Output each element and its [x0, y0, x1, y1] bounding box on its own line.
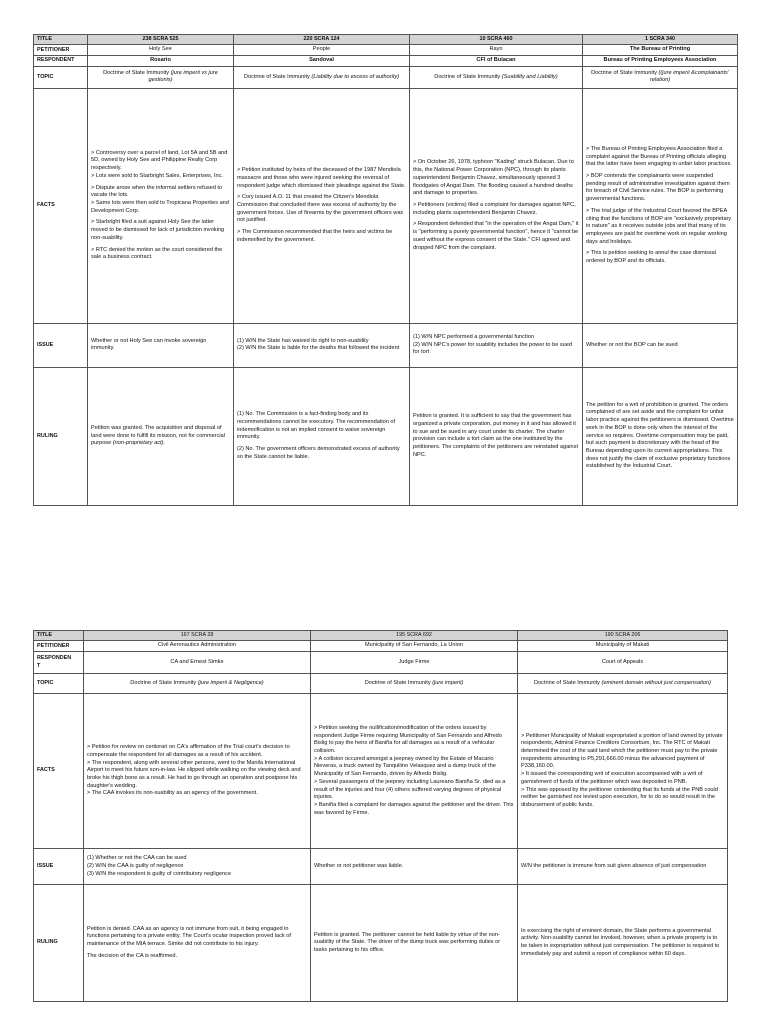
- topic-text: Doctrine of State Immunity: [243, 73, 312, 80]
- case-3-title: 10 SCRA 460: [410, 35, 583, 45]
- case-4-respondent: Bureau of Printing Employees Association: [583, 56, 738, 67]
- case-1-ruling: [88, 367, 234, 505]
- fact-paragraph: > This is petition seeking to annul the case dismissal ordered by BOP and its officials.: [586, 250, 717, 265]
- case-4-issue: [583, 323, 738, 367]
- petitioner-label: PETITIONER: [34, 641, 84, 652]
- case-7-ruling: [518, 885, 728, 1002]
- case-1-petitioner: Holy See: [88, 45, 234, 56]
- case-1-facts: [88, 88, 234, 323]
- respondent-label: RESPONDENT: [34, 56, 88, 67]
- ruling-row: [34, 885, 728, 1002]
- facts-label: FACTS: [34, 88, 88, 323]
- case-4-topic: [583, 66, 738, 88]
- case-6-facts: [311, 694, 518, 849]
- title-row: [34, 631, 728, 641]
- ruling-label: RULING: [34, 885, 84, 1002]
- case-4-ruling: The petition for a writ of prohibition is granted. The orders complained of are set aside and the complaint for unfair labor practice against the petitioners is dismissed. Overtime work in the BOP is done only when the interest of the service so requires. Overtime compensation may be paid, but such payment is discretionary with the head of the Bureau depending upon its current appropriations. This does not justify the claim of exclusive proprietary functions established by the Industrial Court.: [583, 367, 738, 505]
- topic-qualifier: (jure imperii & Negligence): [197, 679, 264, 686]
- case-5-ruling: [84, 885, 311, 1002]
- case-3-ruling: Petition is granted. It is sufficient to say that the government has organized a private corporation, put money in it and has allowed it to sue and be sued in any court under its charter. The charter provision can include a tort claim as the one instituted by the petitioners. The complaints of the petitioners are reinstated against NPC.: [410, 367, 583, 505]
- fact-paragraph: > Petition instituted by heirs of the deceased of the 1987 Mendiola massacre and those who were injured seeking the reversal of respondent judge which dismissed their pleadings against the State.: [237, 167, 406, 189]
- title-label: TITLE: [34, 631, 84, 641]
- case-5-topic: [84, 674, 311, 694]
- topic-qualifier: (jure imperii vs jure gestionis): [148, 69, 218, 84]
- case-3-topic: [410, 66, 583, 88]
- case-6-respondent: Judge Firme: [311, 652, 518, 674]
- case-3-petitioner: Rayo: [410, 45, 583, 56]
- case-6-topic: [311, 674, 518, 694]
- fact-paragraph: > Petitioner Municipality of Makati expropriated a portion of land owned by private respondents, Admiral Finance Creditors Consortium, Inc. The RTC of Makati determined the cost of the said land which the petitioner must pay to the private respondents amounting to P5,291,666.00 minus the advanced payment of P338,160.00. > It issued the corresponding writ of execution accompanied with a writ of garnishment of funds of the petitioner which was deposited in PNB. > This was opposed by the petitioner contending that its funds at the PNB could neither be garnished nor levied upon execution, for to do so would result in the disbursement of public funds.: [521, 732, 723, 809]
- facts-row: [34, 694, 728, 849]
- issue-text: Whether or not petitioner was liable.: [314, 862, 404, 869]
- issue-label: ISSUE: [34, 323, 88, 367]
- fact-paragraph: > RTC denied the motion as the court considered the sale a business contract.: [91, 246, 223, 261]
- topic-qualifier: ((jure imperii &complainants' relation): [649, 69, 729, 84]
- topic-text: Doctrine of State Immunity: [434, 73, 502, 80]
- case-1-title: 238 SCRA 525: [88, 35, 234, 45]
- case-6-petitioner: Municipality of San Fernando, La Union: [311, 641, 518, 652]
- issue-text: (1) W/N NPC performed a governmental function (2) W/N NPC's power for suability includes the power to be sued for tort: [413, 333, 573, 356]
- issue-text: (1) W/N the State has waived its right to non-suability (2) W/N the State is liable for the deaths that followed the incident: [237, 337, 400, 352]
- topic-row: [34, 674, 728, 694]
- petitioner-row: [34, 45, 738, 56]
- case-4-petitioner: The Bureau of Printing: [583, 45, 738, 56]
- fact-paragraph: > Petition for review on certiorari on CA's affirmation of the Trial court's decision to compensate the respondent for all damages as a result of his accident. > The respondent, along with several other persons, went to the Manila International Airport to meet his future son-in-law. He slipped while walking on the viewing deck and broke his thigh bone as a result. He had to go through an operation and postpone his daughter's wedding. > The CAA invokes its non-suability as an agency of the government.: [87, 744, 301, 797]
- case-digest-table-2: [33, 630, 728, 1002]
- petitioner-label: PETITIONER: [34, 45, 88, 56]
- case-7-facts: [518, 694, 728, 849]
- case-6-title: 195 SCRA 692: [311, 631, 518, 641]
- case-7-issue: [518, 849, 728, 885]
- facts-row: [34, 88, 738, 323]
- fact-paragraph: > The Bureau of Printing Employees Association filed a complaint against the Bureau of Printing officials alleging that the latter have been engaging in unfair labor practices.: [586, 145, 732, 168]
- case-5-respondent: CA and Ernest Simke: [84, 652, 311, 674]
- case-7-petitioner: Municipality of Makati: [518, 641, 728, 652]
- topic-qualifier: (Liability due to excess of authority): [311, 73, 400, 80]
- topic-text: Doctrine of State Immunity: [103, 69, 171, 76]
- issue-row: [34, 849, 728, 885]
- topic-qualifier: (jure imperii): [432, 679, 464, 686]
- case-2-facts: [234, 88, 410, 323]
- topic-qualifier: (eminent domain without just compensation): [601, 679, 711, 686]
- case-5-issue: [84, 849, 311, 885]
- ruling-text: Petition was granted. The acquisition and disposal of land were done to fulfill its mission, not for commercial purpose: [91, 424, 225, 447]
- case-6-issue: [311, 849, 518, 885]
- ruling-paragraph: The decision of the CA is reaffirmed.: [87, 952, 178, 959]
- fact-paragraph: > Petitioners (victims) filed a complaint for damages against NPC, including plants superintendent Benjamin Chavez.: [413, 202, 576, 216]
- case-7-title: 190 SCRA 206: [518, 631, 728, 641]
- case-5-petitioner: Civil Aeronautics Administration: [84, 641, 311, 652]
- fact-paragraph: > Dispute arose when the informal settlers refused to vacate the lots. > Same lots were then sold to Tropicana Properties and Development Corp.: [91, 184, 229, 214]
- fact-paragraph: > The Commission recommended that the heirs and victims be indemnified by the government.: [237, 229, 393, 243]
- issue-row: [34, 323, 738, 367]
- ruling-qualifier: (non-proprietary act).: [112, 440, 166, 447]
- respondent-row: [34, 652, 728, 674]
- case-digest-table-1: [33, 34, 738, 506]
- topic-text: Doctrine of State Immunity: [534, 679, 602, 686]
- fact-paragraph: > Respondent defended that "in the operation of the Angat Dam," it is "performing a purely governmental function", hence it "cannot be sued without the express consent of the State." CFI agreed and dropped NPC from the complaint.: [413, 221, 579, 251]
- fact-paragraph: > Cory issued A.O. 11 that created the Citizen's Mendiola Commission that concluded there was excess of authority by the government forces. Use of firearms by the government officers was not justified.: [237, 194, 404, 224]
- issue-text: Whether or not the BOP can be sued: [586, 341, 678, 348]
- case-2-issue: [234, 323, 410, 367]
- ruling-label: RULING: [34, 367, 88, 505]
- fact-paragraph: > BOP contends the complainants were suspended pending result of administrative investigation against them for breach of Civil Service rules. The BOP is performing governmental functions.: [586, 173, 730, 203]
- case-2-ruling: [234, 367, 410, 505]
- issue-text: W/N the petitioner is immune from suit given absence of just compensation: [521, 862, 707, 869]
- topic-label: TOPIC: [34, 66, 88, 88]
- case-2-petitioner: People: [234, 45, 410, 56]
- issue-text: (1) Whether or not the CAA can be sued (2) W/N the CAA is guilty of negligence (3) W/N the respondent is guilty of contributory negligence: [87, 855, 231, 877]
- fact-paragraph: > Petition seeking the nullification/modification of the orders issued by respondent Judge Firme requiring Municipality of San Fernando and Alfredo Bislig to pay the heirs of Baniña for all damages as a result of a vehicular collision. > A collision occured amongst a jeepney owned by the Estate of Macario Nieveras, a truck owned by Tanquilino Velasquez and a dump truck of the Municipality of San Fernando, driven by Alfredo Bislig. > Several passengers of the jeepney including Laureano Baniña Sr. died as a result of the injuries and four (4) others suffered varying degrees of physical injuries. > Baniña filed a complaint for damages against the petitioner and the driver. This was favored by Firme.: [314, 724, 514, 816]
- case-3-issue: [410, 323, 583, 367]
- case-5-facts: [84, 694, 311, 849]
- topic-qualifier: (Suability and Liability): [501, 73, 558, 80]
- ruling-paragraph: (1) No. The Commission is a fact-finding body and its recommendations cannot be executory. The recommendation of indemnification is not an implied consent to waive sovereign immunity.: [237, 411, 396, 441]
- case-1-respondent: Rosario: [88, 56, 234, 67]
- facts-label: FACTS: [34, 694, 84, 849]
- title-row: [34, 35, 738, 45]
- topic-row: [34, 66, 738, 88]
- case-3-respondent: CFI of Bulacan: [410, 56, 583, 67]
- respondent-label-text: RESPONDEN T: [37, 655, 72, 669]
- respondent-label: [34, 652, 84, 674]
- case-1-topic: [88, 66, 234, 88]
- case-3-facts: [410, 88, 583, 323]
- topic-text: Doctrine of State Immunity: [130, 679, 198, 686]
- topic-text: Doctrine of State Immunity: [591, 69, 659, 76]
- case-4-facts: [583, 88, 738, 323]
- ruling-paragraph: (2) No. The government officers demonstrated excess of authority so the State cannot be liable.: [237, 446, 400, 460]
- fact-paragraph: > Starbright filed a suit against Holy See the latter moved to be dismissed for lack of jurisdiction invoking non-suability.: [91, 219, 225, 241]
- fact-paragraph: > On October 26, 1978, typhoon "Kading" struck Bulacan. Due to this, the National Power Corporation (NPC), through its plants superintendent Benjamin Chavez, simultaneously opened 3 floodgates of Angat Dam. The flooding caused a hundred deaths and damage to properties.: [413, 159, 574, 197]
- issue-label: ISSUE: [34, 849, 84, 885]
- issue-text: Whether or not Holy See can invoke sovereign immunity.: [91, 337, 207, 352]
- case-7-respondent: Court of Appeals: [518, 652, 728, 674]
- case-2-respondent: Sandoval: [234, 56, 410, 67]
- respondent-row: [34, 56, 738, 67]
- title-label: TITLE: [34, 35, 88, 45]
- fact-paragraph: > Controversy over a parcel of land, Lot 5A and 5B and 5D, owned by Holy See and Philippine Realty Corp respectively. > Lots were sold to Starbright Sales, Enterprises, Inc.: [91, 149, 228, 179]
- topic-text: Doctrine of State Immunity: [364, 679, 433, 686]
- ruling-row: [34, 367, 738, 505]
- case-1-issue: [88, 323, 234, 367]
- ruling-text: In exercising the right of eminent domain, the State performs a governmental activity. Non-suability cannot be invoked, however, when a private property is to be taken in expropriation without just compensation. The petitioner is required to immediately pay and submit a report of compliance within 60 days.: [521, 927, 720, 957]
- petitioner-row: [34, 641, 728, 652]
- case-5-title: 167 SCRA 28: [84, 631, 311, 641]
- case-2-topic: [234, 66, 410, 88]
- case-7-topic: [518, 674, 728, 694]
- case-2-title: 220 SCRA 124: [234, 35, 410, 45]
- ruling-paragraph: Petition is denied. CAA as an agency is not immune from suit, it being engaged in functions pertaining to a private entity. The Court's ocular inspection proved lack of maintenance of the MIA terrace. Simke did not contribute to his injury.: [87, 925, 291, 948]
- topic-label: TOPIC: [34, 674, 84, 694]
- case-4-title: 1 SCRA 340: [583, 35, 738, 45]
- case-6-ruling: Petition is granted. The petitioner cannot be held liable by virtue of the non-suability of the State. The driver of the dump truck was performing duties or tasks pertaining to his office.: [311, 885, 518, 1002]
- fact-paragraph: > The trial judge of the Industrial Court favored the BPEA citing that the functions of BOP are "exclusively proprietary in nature" as it receives outside jobs and that many of its employees are paid for overtime work on regular working days and holidays.: [586, 207, 732, 245]
